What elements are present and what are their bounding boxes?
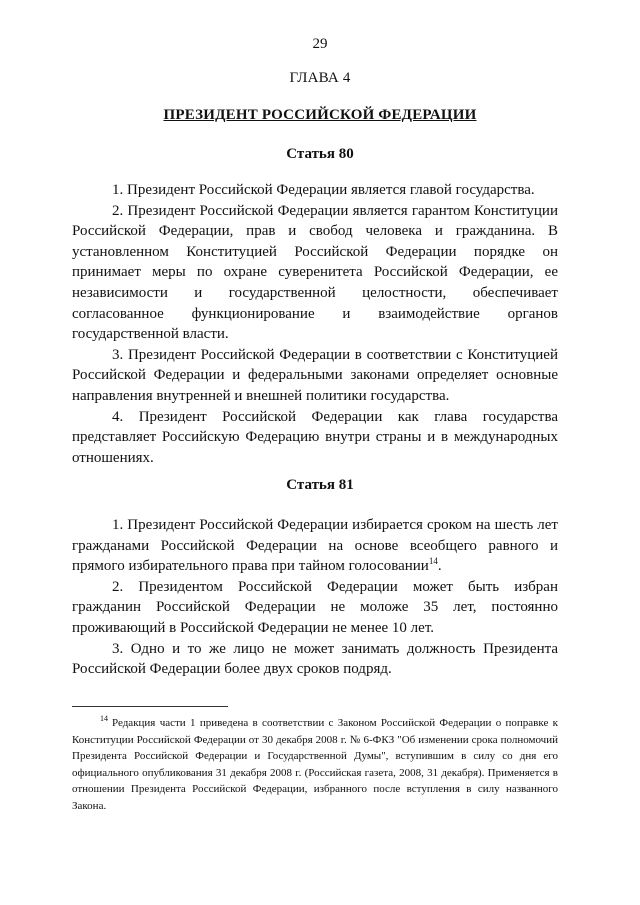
article-80-paragraph-4: 4. Президент Российской Федерации как глава государства представляет Российскую Федерацию внутри страны и в международных отношениях. [72,408,558,466]
footnote-text: Редакция части 1 приведена в соответствии с Законом Российской Федерации о поправке к Конституции Российской Федерации от 30 декабря 2008 г. № 6-ФКЗ "Об изменении срока полномочий Президента Российской Федерации и Государственной Думы", вступившим в силу со дня его официального опубликования 31 декабря 2008 г. (Российская газета, 2008, 31 декабря). Применяется в отношении Президента Российской Федерации, избранного после вступления в силу названного Закона. [72,717,558,812]
article-80-title: Статья 80 [286,146,354,162]
article-80-paragraph-3: 3. Президент Российской Федерации в соответствии с Конституцией Российской Федерации и федеральными законами определяет основные направления внутренней и внешней политики государства. [72,346,558,404]
footnote [72,715,558,814]
page-number: 29 [312,36,328,52]
footnote-number: 14 [100,714,108,724]
article-81-title: Статья 81 [286,477,354,493]
article-81-paragraph-1-end: . [437,558,442,575]
article-81-paragraph-2: 2. Президентом Российской Федерации может быть избран гражданин Российской Федерации не моложе 35 лет, постоянно проживающий в Российской Федерации не менее 10 лет. [72,578,558,636]
article-80-paragraph-2: 2. Президент Российской Федерации является гарантом Конституции Российской Федерации, прав и свобод человека и гражданина. В установленном Конституцией Российской Федерации порядке он принимает меры по охране суверенитета Российской Федерации, ее независимости и государственной целостности, обеспечивает согласованное функционирование и взаимодействие органов государственной власти. [72,202,558,343]
article-81-body [72,515,558,680]
footnote-separator [72,706,228,707]
article-81-title-wrap [0,477,640,494]
footnote-reference[interactable]: 14 [428,556,438,567]
article-80-body [72,180,558,468]
chapter-heading: ГЛАВА 4 [289,70,351,86]
article-81-paragraph-1 [72,515,558,577]
chapter-title: ПРЕЗИДЕНТ РОССИЙСКОЙ ФЕДЕРАЦИИ [163,107,477,123]
article-81-paragraph-1-text: 1. Президент Российской Федерации избирается сроком на шесть лет гражданами Российской Федерации на основе всеобщего равного и прямого избирательного права при тайном голосовании [72,517,558,575]
article-80-title-wrap [0,146,640,163]
article-80-paragraph-1: 1. Президент Российской Федерации является главой государства. [112,182,535,198]
article-81-paragraph-3: 3. Одно и то же лицо не может занимать должность Президента Российской Федерации более двух сроков подряд. [72,640,558,678]
